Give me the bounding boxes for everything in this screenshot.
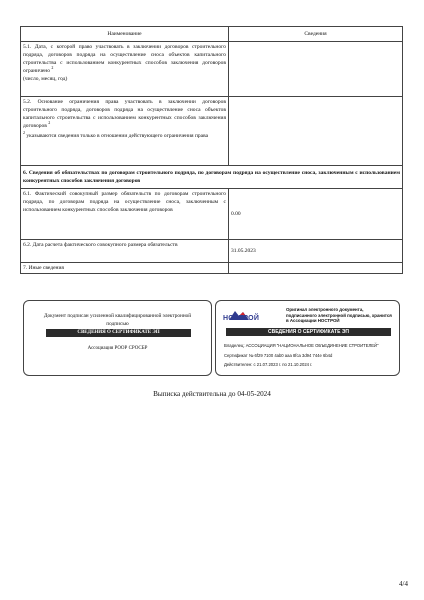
certificate-info-bar: СВЕДЕНИЯ О СЕРТИФИКАТЕ ЭП xyxy=(46,329,191,337)
page-number: 4/4 xyxy=(399,580,408,588)
table-row xyxy=(21,42,403,97)
table-row xyxy=(21,189,403,240)
nostroy-certificate-stamp xyxy=(215,300,400,376)
row-5-1-label xyxy=(21,42,229,97)
certificate-validity: Действителен: с 21.07.2023 г. по 21.10.2024 г. xyxy=(224,362,313,367)
signature-note: Документ подписан усиленной квалифицированной электронной подписью xyxy=(43,313,192,327)
table-row xyxy=(21,263,403,274)
row-5-1-value xyxy=(229,42,403,97)
section-6-title: 6. Сведения об обязательствах по договорам строительного подряда, по договорам подряда на осуществление сноса, заключенным с использованием конкурентных способов заключения договоров xyxy=(21,166,403,189)
row-5-1-tail: (число, месяц, год) xyxy=(23,76,68,82)
footnote-marker: 2 xyxy=(23,130,25,136)
row-6-2-value: 31.05.2023 xyxy=(229,240,403,263)
footnote-text: указываются сведения только в отношении действующего ограничения права xyxy=(26,133,209,139)
certificate-info-bar: СВЕДЕНИЯ О СЕРТИФИКАТЕ ЭП xyxy=(226,328,391,336)
row-5-2-text: 5.2. Основание ограничения права участвовать в заключении договоров строительного подряда, договоров подряда на осуществление сноса объектов капитального строительства с использованием конкурентных способов заключения договоров xyxy=(23,99,226,129)
row-5-2-value xyxy=(229,97,403,166)
certificate-owner: Владелец: АССОЦИАЦИЯ "НАЦИОНАЛЬНОЕ ОБЪЕДИНЕНИЕ СТРОИТЕЛЕЙ" xyxy=(224,343,379,348)
header-value: Сведения xyxy=(229,27,403,42)
row-6-1-value: 0.00 xyxy=(229,189,403,240)
nostroy-logo-text: НОСТРОЙ xyxy=(222,315,260,322)
row-7-value xyxy=(229,263,403,274)
section-header-row xyxy=(21,166,403,189)
table-row xyxy=(21,240,403,263)
header-name: Наименование xyxy=(21,27,229,42)
table-row xyxy=(21,97,403,166)
validity-footer: Выписка действительна до 04-05-2024 xyxy=(153,390,271,398)
table-header-row xyxy=(21,27,403,42)
certificate-serial: Сертификат № 6f29 7100 4ab0 aaa 8fca 3d94 744e 6b4d xyxy=(224,353,333,358)
row-5-1-text: 5.1. Дата, с которой право участвовать в заключении договоров строительного подряда, договоров подряда на осуществление сноса объектов капитального строительства с использованием конкурентных способов заключения договоров ограничено xyxy=(23,44,226,74)
footnote-ref: 2 xyxy=(48,120,51,126)
signature-certificate-stamp xyxy=(23,300,212,376)
row-6-2-label: 6.2. Дата расчета фактического совокупного размера обязательств xyxy=(21,240,229,263)
row-5-2-label xyxy=(21,97,229,166)
register-extract-table xyxy=(20,26,403,274)
row-7-label: 7. Иные сведения xyxy=(21,263,229,274)
footnote-ref: 2 xyxy=(51,65,54,71)
row-6-1-label: 6.1. Фактический совокупный размер обязательств по договорам строительного подряда, по договорам подряда на осуществление сноса, заключенным с использованием конкурентных способов заключения договоров xyxy=(21,189,229,240)
certificate-issuer: Ассоциация РООР СРОСБР xyxy=(87,346,148,351)
original-storage-note: Оригинал электронного документа, подписанного электронной подписью, хранится в Ассоциации НОСТРОЙ xyxy=(286,307,392,324)
